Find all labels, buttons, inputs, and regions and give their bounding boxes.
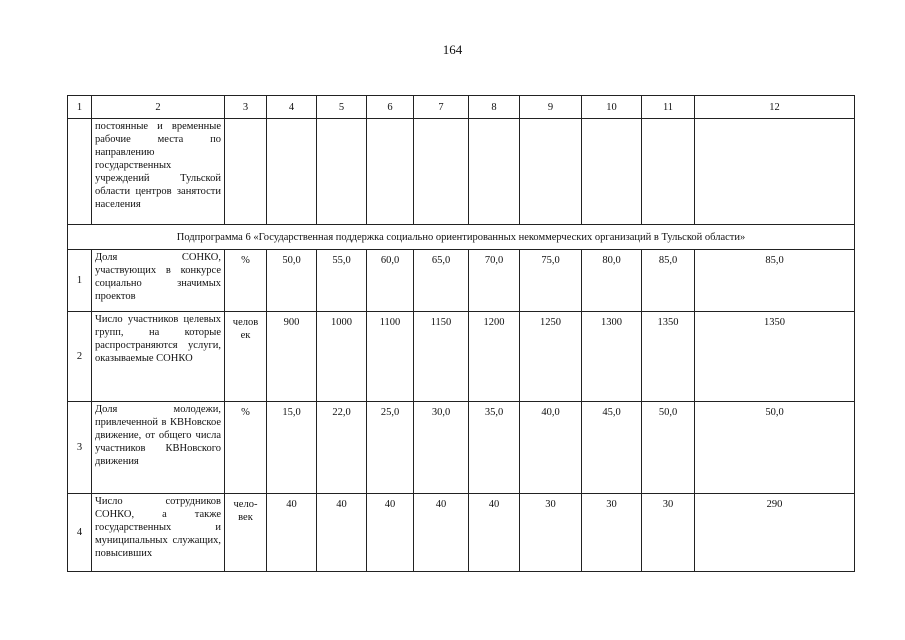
value-cell: 1300 [582,312,642,402]
value-cell: 1150 [414,312,469,402]
value-cell: 22,0 [317,402,367,494]
value-cell: 30 [582,494,642,572]
column-header: 3 [225,96,267,119]
value-cell: 40,0 [520,402,582,494]
value-cell: 30,0 [414,402,469,494]
indicator-description: Число сотрудников СОНКО, а также государственных и муниципальных служащих, повысивших [92,494,225,572]
subprogram-row [68,225,855,250]
table-row [68,312,855,402]
value-cell: 40 [317,494,367,572]
value-cell: 40 [414,494,469,572]
column-header: 11 [642,96,695,119]
indicators-table [67,95,855,572]
value-cell: 1200 [469,312,520,402]
value-cell: 75,0 [520,250,582,312]
value-cell: 290 [695,494,855,572]
table-row [68,250,855,312]
column-header: 6 [367,96,414,119]
value-cell: 1000 [317,312,367,402]
subprogram-title: Подпрограмма 6 «Государственная поддержка социально ориентированных некоммерческих организаций в Тульской области» [68,225,855,250]
value-cell: 1350 [695,312,855,402]
column-header: 1 [68,96,92,119]
indicator-description: Доля СОНКО, участвующих в конкурсе социально значимых проектов [92,250,225,312]
value-cell: 1350 [642,312,695,402]
table-row [68,402,855,494]
row-number: 4 [68,494,92,572]
indicator-description: постоянные и временные рабочие места по направлению государственных учреждений Тульской области центров занятости населения [92,119,225,225]
column-header: 4 [267,96,317,119]
column-header: 5 [317,96,367,119]
indicator-description: Число участников целевых групп, на которые распространяются услуги, оказываемые СОНКО [92,312,225,402]
column-header: 10 [582,96,642,119]
row-number: 2 [68,312,92,402]
continuation-row [68,119,855,225]
value-cell: 30 [520,494,582,572]
unit-cell: % [225,402,267,494]
value-cell: 900 [267,312,317,402]
value-cell: 65,0 [414,250,469,312]
value-cell: 35,0 [469,402,520,494]
value-cell: 60,0 [367,250,414,312]
value-cell: 15,0 [267,402,317,494]
value-cell: 25,0 [367,402,414,494]
column-header: 2 [92,96,225,119]
row-number: 3 [68,402,92,494]
value-cell: 85,0 [642,250,695,312]
unit-cell: челов ек [225,312,267,402]
value-cell: 30 [642,494,695,572]
value-cell: 70,0 [469,250,520,312]
value-cell: 55,0 [317,250,367,312]
column-header: 12 [695,96,855,119]
unit-cell: % [225,250,267,312]
value-cell: 1100 [367,312,414,402]
value-cell: 40 [267,494,317,572]
value-cell: 40 [367,494,414,572]
value-cell: 40 [469,494,520,572]
indicator-description: Доля молодежи, привлеченной в КВНовское движение, от общего числа участников КВНовского движения [92,402,225,494]
row-number: 1 [68,250,92,312]
value-cell: 50,0 [267,250,317,312]
value-cell: 80,0 [582,250,642,312]
column-header: 8 [469,96,520,119]
table-row [68,494,855,572]
value-cell: 50,0 [642,402,695,494]
page-number: 164 [442,42,463,57]
column-header: 7 [414,96,469,119]
unit-cell: чело-век [225,494,267,572]
column-header: 9 [520,96,582,119]
value-cell: 50,0 [695,402,855,494]
value-cell: 45,0 [582,402,642,494]
value-cell: 85,0 [695,250,855,312]
value-cell: 1250 [520,312,582,402]
header-row [68,96,855,119]
